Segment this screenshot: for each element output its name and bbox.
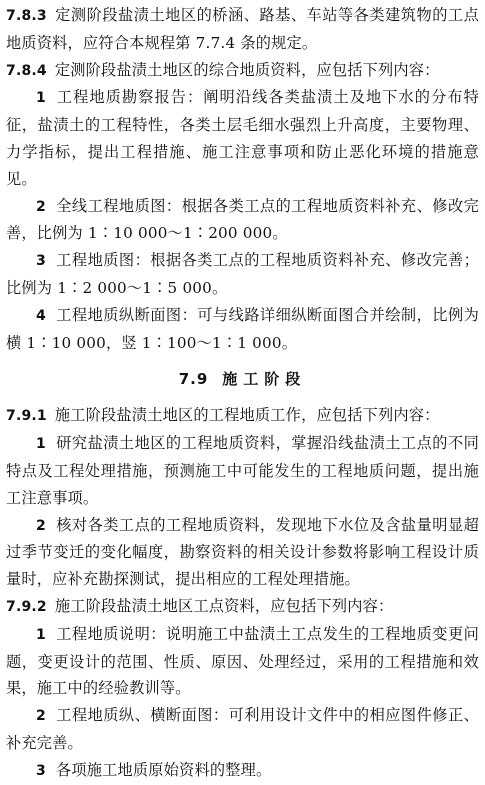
- item-text: 全线工程地质图：根据各类工点的工程地质资料补充、修改完善，比例为 1∶10 000～1∶200 000。: [6, 196, 479, 243]
- item-text: 工程地质勘察报告：阐明沿线各类盐渍土及地下水的分布特征，盐渍土的工程特性，各类土层毛细水强烈上升高度，主要物理、力学指标，提出工程措施、施工注意事项和防止恶化环境的措施意见。: [6, 88, 479, 188]
- item-text: 核对各类工点的工程地质资料，发现地下水位及含盐量明显超过季节变迁的变化幅度，勘察资料的相关设计参数将影响工程设计质量时，应补充勘探测试，提出相应的工程处理措施。: [6, 515, 479, 589]
- clause-text: 施工阶段盐渍土地区的工程地质工作，应包括下列内容：: [54, 406, 440, 425]
- item-number: 3: [36, 253, 46, 270]
- clause-7-8-4: [6, 57, 479, 85]
- clause-7-9-2: [6, 593, 479, 621]
- clause-7-8-3: [6, 2, 479, 57]
- section-heading: [6, 368, 479, 390]
- item-7-8-4-3: [6, 247, 479, 302]
- item-number: 2: [36, 708, 46, 725]
- item-text: 研究盐渍土地区的工程地质资料，掌握沿线盐渍土工点的不同特点及工程处理措施，预测施工中可能发生的工程地质问题，提出施工注意事项。: [6, 434, 479, 507]
- item-number: 2: [36, 517, 46, 534]
- item-7-9-2-2: [6, 702, 479, 757]
- clause-text: 定测阶段盐渍土地区的综合地质资料，应包括下列内容：: [54, 60, 440, 79]
- item-7-9-2-1: [6, 621, 479, 702]
- item-7-8-4-4: [6, 302, 479, 357]
- clause-7-9-1: [6, 402, 479, 430]
- clause-text: 定测阶段盐渍土地区的桥涵、路基、车站等各类建筑物的工点地质资料，应符合本规程第 7.7.4 条的规定。: [6, 6, 479, 52]
- item-text: 工程地质图：根据各类工点的工程地质资料补充、修改完善；比例为 1∶2 000～1∶5 000。: [6, 251, 479, 297]
- clause-number: 7.8.4: [6, 62, 47, 79]
- clause-number: 7.9.1: [6, 408, 47, 425]
- clause-number: 7.8.3: [6, 8, 47, 24]
- item-number: 2: [36, 198, 46, 215]
- section-number: 7.9: [178, 370, 209, 389]
- item-7-8-4-2: [6, 193, 479, 248]
- item-text: 各项施工地质原始资料的整理。: [55, 760, 272, 779]
- item-number: 1: [36, 626, 46, 643]
- item-text: 工程地质纵、横断面图：可利用设计文件中的相应图件修正、补充完善。: [6, 706, 479, 752]
- item-7-9-1-1: [6, 430, 479, 511]
- section-title: 施工阶段: [222, 370, 307, 389]
- item-number: 3: [36, 762, 46, 779]
- item-number: 1: [36, 90, 46, 107]
- item-number: 4: [36, 307, 46, 324]
- item-7-9-2-3: [6, 757, 479, 785]
- clause-text: 施工阶段盐渍土地区工点资料，应包括下列内容：: [54, 596, 394, 615]
- clause-number: 7.9.2: [6, 598, 47, 615]
- item-text: 工程地质说明：说明施工中盐渍土工点发生的工程地质变更问题，变更设计的范围、性质、原因、处理经过，采用的工程措施和效果，施工中的经验教训等。: [6, 624, 479, 698]
- item-7-8-4-1: [6, 84, 479, 192]
- item-text: 工程地质纵断面图：可与线路详细纵断面图合并绘制，比例为横 1∶10 000，竖 1∶100～1∶1 000。: [6, 305, 479, 352]
- item-7-9-1-2: [6, 512, 479, 593]
- item-number: 1: [36, 436, 46, 453]
